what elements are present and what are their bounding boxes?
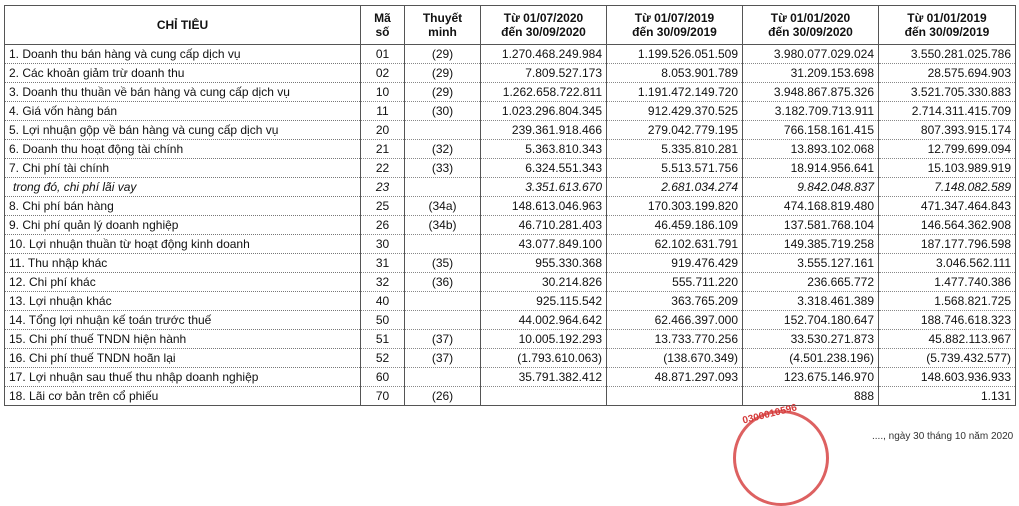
- row-value-period-3: 152.704.180.647: [743, 311, 879, 330]
- row-value-period-3: 3.980.077.029.024: [743, 45, 879, 64]
- row-value-period-4: 28.575.694.903: [879, 64, 1016, 83]
- header-period-2: Từ 01/07/2019 đến 30/09/2019: [607, 6, 743, 45]
- table-row: [5, 273, 1016, 292]
- row-note: (29): [405, 64, 481, 83]
- row-value-period-1: 925.115.542: [481, 292, 607, 311]
- row-note: (34b): [405, 216, 481, 235]
- row-code: 26: [361, 216, 405, 235]
- header-code: Mã số: [361, 6, 405, 45]
- row-value-period-1: 10.005.192.293: [481, 330, 607, 349]
- row-value-period-1: 1.262.658.722.811: [481, 83, 607, 102]
- row-value-period-3: 13.893.102.068: [743, 140, 879, 159]
- row-value-period-4: 1.568.821.725: [879, 292, 1016, 311]
- row-value-period-1: 46.710.281.403: [481, 216, 607, 235]
- row-value-period-2: 170.303.199.820: [607, 197, 743, 216]
- row-value-period-1: (1.793.610.063): [481, 349, 607, 368]
- row-value-period-4: 146.564.362.908: [879, 216, 1016, 235]
- row-value-period-2: 912.429.370.525: [607, 102, 743, 121]
- row-note: [405, 292, 481, 311]
- row-value-period-2: 2.681.034.274: [607, 178, 743, 197]
- row-code: 25: [361, 197, 405, 216]
- row-label: 1. Doanh thu bán hàng và cung cấp dịch vụ: [5, 45, 361, 64]
- stamp-number: 0300010596: [741, 402, 799, 427]
- row-value-period-4: 188.746.618.323: [879, 311, 1016, 330]
- row-label: 14. Tổng lợi nhuận kế toán trước thuế: [5, 311, 361, 330]
- row-value-period-2: 919.476.429: [607, 254, 743, 273]
- row-value-period-2: 62.102.631.791: [607, 235, 743, 254]
- row-value-period-2: 1.191.472.149.720: [607, 83, 743, 102]
- row-value-period-4: 807.393.915.174: [879, 121, 1016, 140]
- row-note: (26): [405, 387, 481, 406]
- table-row: [5, 311, 1016, 330]
- table-row: [5, 178, 1016, 197]
- table-row: [5, 83, 1016, 102]
- row-value-period-3: 137.581.768.104: [743, 216, 879, 235]
- table-row: [5, 64, 1016, 83]
- table-row: [5, 330, 1016, 349]
- row-note: (34a): [405, 197, 481, 216]
- table-row: [5, 45, 1016, 64]
- row-value-period-4: 45.882.113.967: [879, 330, 1016, 349]
- row-note: [405, 121, 481, 140]
- table-row: [5, 102, 1016, 121]
- header-note: Thuyết minh: [405, 6, 481, 45]
- row-value-period-2: 363.765.209: [607, 292, 743, 311]
- row-value-period-2: 48.871.297.093: [607, 368, 743, 387]
- row-note: [405, 311, 481, 330]
- row-note: (32): [405, 140, 481, 159]
- row-code: 22: [361, 159, 405, 178]
- row-label: 10. Lợi nhuận thuần từ hoạt động kinh doanh: [5, 235, 361, 254]
- row-code: 10: [361, 83, 405, 102]
- row-code: 01: [361, 45, 405, 64]
- table-row: [5, 216, 1016, 235]
- row-value-period-3: 3.182.709.713.911: [743, 102, 879, 121]
- row-value-period-1: 7.809.527.173: [481, 64, 607, 83]
- row-value-period-2: 62.466.397.000: [607, 311, 743, 330]
- row-note: (29): [405, 45, 481, 64]
- row-value-period-4: 2.714.311.415.709: [879, 102, 1016, 121]
- row-code: 40: [361, 292, 405, 311]
- row-value-period-1: 1.023.296.804.345: [481, 102, 607, 121]
- row-code: 70: [361, 387, 405, 406]
- row-value-period-4: 3.521.705.330.883: [879, 83, 1016, 102]
- row-code: 02: [361, 64, 405, 83]
- row-note: (37): [405, 349, 481, 368]
- row-value-period-2: 5.335.810.281: [607, 140, 743, 159]
- row-note: (36): [405, 273, 481, 292]
- header-indicator: CHỈ TIÊU: [5, 6, 361, 45]
- row-label: 15. Chi phí thuế TNDN hiện hành: [5, 330, 361, 349]
- row-value-period-3: 888: [743, 387, 879, 406]
- row-code: 20: [361, 121, 405, 140]
- row-value-period-3: 33.530.271.873: [743, 330, 879, 349]
- row-value-period-2: 8.053.901.789: [607, 64, 743, 83]
- header-period-3: Từ 01/01/2020 đến 30/09/2020: [743, 6, 879, 45]
- row-value-period-1: 5.363.810.343: [481, 140, 607, 159]
- row-value-period-1: 35.791.382.412: [481, 368, 607, 387]
- row-value-period-4: 7.148.082.589: [879, 178, 1016, 197]
- row-value-period-1: [481, 387, 607, 406]
- signature-date-note: ...., ngày 30 tháng 10 năm 2020: [872, 431, 1014, 442]
- row-label: 2. Các khoản giảm trừ doanh thu: [5, 64, 361, 83]
- row-value-period-3: 236.665.772: [743, 273, 879, 292]
- row-value-period-3: 149.385.719.258: [743, 235, 879, 254]
- row-label: 7. Chi phí tài chính: [5, 159, 361, 178]
- row-value-period-1: 239.361.918.466: [481, 121, 607, 140]
- row-value-period-2: 1.199.526.051.509: [607, 45, 743, 64]
- row-code: 30: [361, 235, 405, 254]
- row-label: 8. Chi phí bán hàng: [5, 197, 361, 216]
- row-value-period-3: 31.209.153.698: [743, 64, 879, 83]
- row-note: (35): [405, 254, 481, 273]
- row-label: 4. Giá vốn hàng bán: [5, 102, 361, 121]
- row-value-period-3: 18.914.956.641: [743, 159, 879, 178]
- table-row: [5, 254, 1016, 273]
- row-value-period-4: 1.131: [879, 387, 1016, 406]
- row-value-period-1: 44.002.964.642: [481, 311, 607, 330]
- row-note: [405, 235, 481, 254]
- row-value-period-4: 3.550.281.025.786: [879, 45, 1016, 64]
- row-label: 16. Chi phí thuế TNDN hoãn lại: [5, 349, 361, 368]
- row-code: 51: [361, 330, 405, 349]
- header-period-4: Từ 01/01/2019 đến 30/09/2019: [879, 6, 1016, 45]
- table-row: [5, 387, 1016, 406]
- row-value-period-1: 955.330.368: [481, 254, 607, 273]
- row-code: 60: [361, 368, 405, 387]
- row-code: 31: [361, 254, 405, 273]
- header-row: [5, 6, 1016, 45]
- row-value-period-4: 12.799.699.094: [879, 140, 1016, 159]
- row-label: 5. Lợi nhuận gộp về bán hàng và cung cấp dịch vụ: [5, 121, 361, 140]
- row-note: (37): [405, 330, 481, 349]
- row-value-period-4: 148.603.936.933: [879, 368, 1016, 387]
- table-row: [5, 197, 1016, 216]
- table-row: [5, 121, 1016, 140]
- row-label: 6. Doanh thu hoạt động tài chính: [5, 140, 361, 159]
- row-code: 23: [361, 178, 405, 197]
- row-value-period-2: 5.513.571.756: [607, 159, 743, 178]
- row-value-period-3: 3.948.867.875.326: [743, 83, 879, 102]
- row-label: 3. Doanh thu thuần về bán hàng và cung cấp dịch vụ: [5, 83, 361, 102]
- row-value-period-1: 1.270.468.249.984: [481, 45, 607, 64]
- row-value-period-4: 1.477.740.386: [879, 273, 1016, 292]
- row-value-period-3: (4.501.238.196): [743, 349, 879, 368]
- row-code: 52: [361, 349, 405, 368]
- row-value-period-4: 187.177.796.598: [879, 235, 1016, 254]
- row-code: 50: [361, 311, 405, 330]
- row-code: 11: [361, 102, 405, 121]
- row-value-period-2: 279.042.779.195: [607, 121, 743, 140]
- row-value-period-4: 15.103.989.919: [879, 159, 1016, 178]
- row-label: 9. Chi phí quản lý doanh nghiệp: [5, 216, 361, 235]
- row-value-period-1: 43.077.849.100: [481, 235, 607, 254]
- row-value-period-3: 766.158.161.415: [743, 121, 879, 140]
- table-row: [5, 292, 1016, 311]
- table-row: [5, 140, 1016, 159]
- row-note: [405, 368, 481, 387]
- row-value-period-2: (138.670.349): [607, 349, 743, 368]
- table-row: [5, 349, 1016, 368]
- row-value-period-3: 123.675.146.970: [743, 368, 879, 387]
- table-row: [5, 159, 1016, 178]
- row-note: (29): [405, 83, 481, 102]
- row-note: (33): [405, 159, 481, 178]
- table-row: [5, 235, 1016, 254]
- row-value-period-1: 30.214.826: [481, 273, 607, 292]
- row-value-period-1: 3.351.613.670: [481, 178, 607, 197]
- row-code: 21: [361, 140, 405, 159]
- row-value-period-4: (5.739.432.577): [879, 349, 1016, 368]
- row-value-period-3: 9.842.048.837: [743, 178, 879, 197]
- table-row: [5, 368, 1016, 387]
- row-code: 32: [361, 273, 405, 292]
- row-label: 17. Lợi nhuận sau thuế thu nhập doanh nghiệp: [5, 368, 361, 387]
- row-label: 13. Lợi nhuận khác: [5, 292, 361, 311]
- row-label: trong đó, chi phí lãi vay: [5, 178, 361, 197]
- row-value-period-1: 6.324.551.343: [481, 159, 607, 178]
- row-value-period-3: 3.555.127.161: [743, 254, 879, 273]
- row-note: [405, 178, 481, 197]
- row-label: 11. Thu nhập khác: [5, 254, 361, 273]
- row-value-period-2: 555.711.220: [607, 273, 743, 292]
- header-period-1: Từ 01/07/2020 đến 30/09/2020: [481, 6, 607, 45]
- row-value-period-4: 471.347.464.843: [879, 197, 1016, 216]
- row-value-period-3: 474.168.819.480: [743, 197, 879, 216]
- row-value-period-2: 46.459.186.109: [607, 216, 743, 235]
- row-value-period-2: [607, 387, 743, 406]
- row-value-period-4: 3.046.562.111: [879, 254, 1016, 273]
- row-value-period-2: 13.733.770.256: [607, 330, 743, 349]
- row-label: 12. Chi phí khác: [5, 273, 361, 292]
- row-value-period-3: 3.318.461.389: [743, 292, 879, 311]
- row-value-period-1: 148.613.046.963: [481, 197, 607, 216]
- row-label: 18. Lãi cơ bản trên cổ phiếu: [5, 387, 361, 406]
- row-note: (30): [405, 102, 481, 121]
- income-statement-table: [4, 5, 1016, 406]
